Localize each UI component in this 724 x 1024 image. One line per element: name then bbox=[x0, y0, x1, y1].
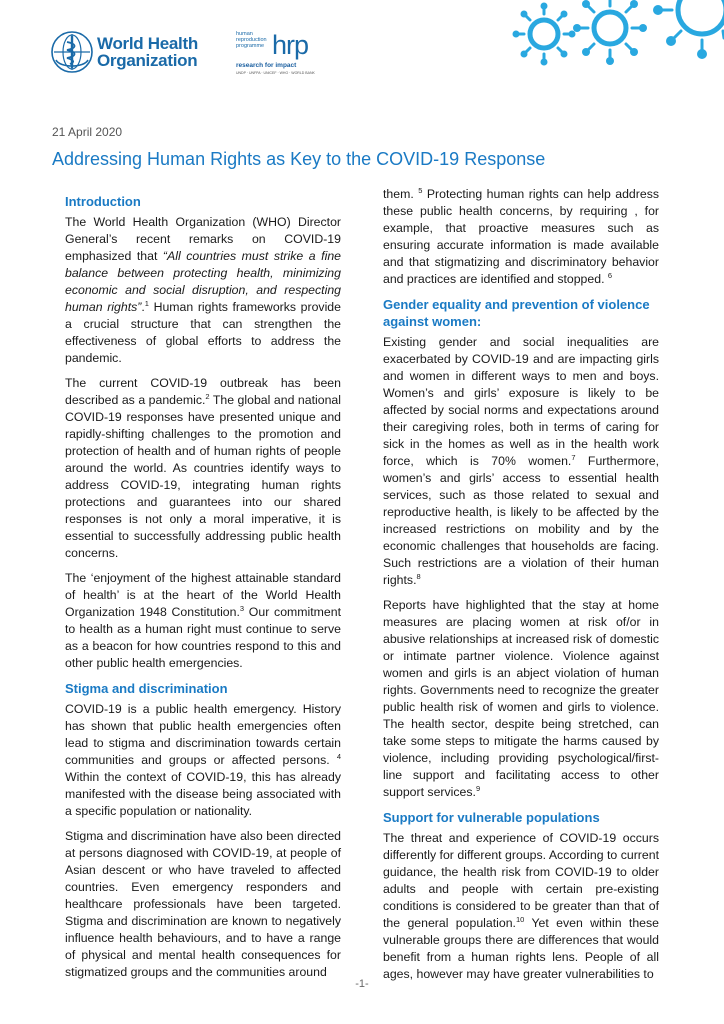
paragraph bbox=[383, 830, 659, 983]
hrp-logo bbox=[236, 28, 336, 78]
text-run: Human rights frameworks provide a crucial structure that can strengthen the effectiveness of global efforts to address the pandemic. bbox=[65, 300, 341, 365]
hrp-partners: UNDP · UNFPA · UNICEF · WHO · WORLD BANK bbox=[236, 71, 315, 75]
left-column bbox=[65, 193, 341, 989]
quote: “All countries must strike a fine balance between protecting health, minimizing economic and social disruption, and respecting human rights” bbox=[65, 249, 342, 314]
section-heading-stigma: Stigma and discrimination bbox=[65, 681, 228, 696]
paragraph bbox=[65, 214, 341, 367]
hrp-wordmark: hrp bbox=[272, 30, 309, 60]
footnote-ref: 3 bbox=[239, 603, 245, 613]
document-title: Addressing Human Rights as Key to the COVID-19 Response bbox=[52, 149, 546, 169]
section-heading-vulnerable: Support for vulnerable populations bbox=[383, 810, 600, 825]
footnote-ref: 2 bbox=[205, 391, 210, 401]
paragraph bbox=[65, 701, 341, 820]
footnote-ref: 10 bbox=[515, 914, 525, 924]
text-run: The threat and experience of COVID-19 occurs differently for different groups. According to current guidance, the health risk from COVID-19 to older adults and people with certain pre-existing conditions is considered to be greater than that of the general population. bbox=[383, 831, 659, 930]
text-run: . bbox=[141, 300, 145, 314]
text-run: The World Health Organization (WHO) Director General’s recent remarks on COVID-19 emphasized that bbox=[65, 215, 341, 263]
footnote-ref: 5 bbox=[418, 185, 423, 195]
who-emblem-icon bbox=[50, 30, 94, 74]
hrp-tagline: research for impact bbox=[236, 62, 297, 69]
footnote-ref: 1 bbox=[144, 298, 149, 308]
hrp-small-line: reproduction bbox=[236, 36, 267, 43]
paragraph bbox=[383, 597, 659, 801]
text-run: Yet even within these vulnerable groups there are differences that would benefit from a human rights lens. People of all ages, however may have greater vulnerabilities to bbox=[383, 916, 659, 981]
text-run: them. bbox=[383, 187, 419, 201]
text-run: Existing gender and social inequalities are exacerbated by COVID-19 and are impacting girls and women in different ways to men and boys. Women’s and girls’ exposure is likely to be affected by social norms and expectations around their caregiving roles, both in terms of caring for sick in the homes as well as in the health work force, which is 70% women. bbox=[383, 335, 659, 468]
text-run: The global and national COVID-19 responses have presented unique and rapidly-shifting challenges to the promotion and protection of health and of human rights of people around the world. As countries identify ways to address COVID-19, integrating human rights protections and guarantees into our shared responses is not only a moral imperative, it is essential to successfully addressing public health concerns. bbox=[65, 393, 341, 560]
text-run: COVID-19 is a public health emergency. History has shown that public health emergencies often lead to stigma and discrimination towards certain communities and groups or affected persons. bbox=[65, 702, 341, 767]
section-heading-introduction: Introduction bbox=[65, 194, 141, 209]
right-column bbox=[383, 186, 659, 991]
paragraph bbox=[65, 570, 341, 672]
text-run: The current COVID-19 outbreak has been described as a pandemic. bbox=[65, 376, 341, 407]
footnote-ref: 4 bbox=[336, 751, 341, 761]
paragraph bbox=[383, 186, 659, 288]
text-run: Within the context of COVID-19, this has already manifested with the disease being associated with a specific population or nationality. bbox=[65, 770, 341, 818]
text-run: Reports have highlighted that the stay at home measures are placing women at risk of/or in abusive relationships at increased risk of domestic or intimate partner violence. Violence against women and girls is an abject violation of human rights. Governments need to recognize the greater public health risk of women and girls to violence. The health sector, despite being stretched, can take some steps to mitigate the harms caused by violence, including providing psychological/first-line support and facilitating access to other support services. bbox=[383, 598, 659, 799]
who-wordmark-line2: Organization bbox=[97, 51, 198, 70]
paragraph bbox=[383, 334, 659, 589]
hrp-small-line: human bbox=[236, 31, 253, 37]
footnote-ref: 8 bbox=[416, 571, 421, 581]
virus-decoration-icon bbox=[488, 0, 724, 110]
who-wordmark bbox=[97, 35, 198, 69]
who-logo bbox=[50, 30, 210, 76]
footnote-ref: 9 bbox=[475, 783, 481, 793]
footnote-ref: 7 bbox=[571, 452, 576, 462]
text-run: The ‘enjoyment of the highest attainable standard of health’ is at the heart of the World Health Organization 1948 Constitution. bbox=[65, 571, 341, 619]
page-number: -1- bbox=[355, 978, 369, 990]
hrp-programme-name bbox=[236, 32, 267, 49]
text-run: Protecting human rights can help address these public health concerns, by requiring , for example, that proactive measures such as ensuring accurate information is made available and that stigmatizing and discriminatory behavior and practices are identified and stopped. bbox=[383, 187, 660, 286]
text-run: Our commitment to health as a human right must continue to serve as a beacon for how countries respond to this and other public health emergencies. bbox=[65, 605, 342, 670]
text-run: Furthermore, women’s and girls’ access to essential health services, such as those related to sexual and reproductive health, is likely to be affected by the increased restrictions on mobility and by the economic challenges that households are facing. Such restrictions are a violation of their human rights. bbox=[383, 454, 659, 587]
hrp-small-line: programme bbox=[236, 42, 265, 49]
paragraph bbox=[65, 375, 341, 562]
paragraph: Stigma and discrimination have also been directed at persons diagnosed with COVID-19, at people of Asian descent or who have traveled to affected countries. Even emergency responders and healthcare professionals have been targeted. Stigma and discrimination are known to negatively influence health behaviours, and to have a range of physical and mental health consequences for stigmatized groups and the communities around bbox=[65, 829, 341, 979]
document-date: 21 April 2020 bbox=[52, 125, 123, 139]
who-wordmark-line1: World Health bbox=[97, 34, 198, 53]
section-heading-gender: Gender equality and prevention of violence against women: bbox=[383, 297, 650, 329]
footnote-ref: 6 bbox=[607, 270, 613, 280]
